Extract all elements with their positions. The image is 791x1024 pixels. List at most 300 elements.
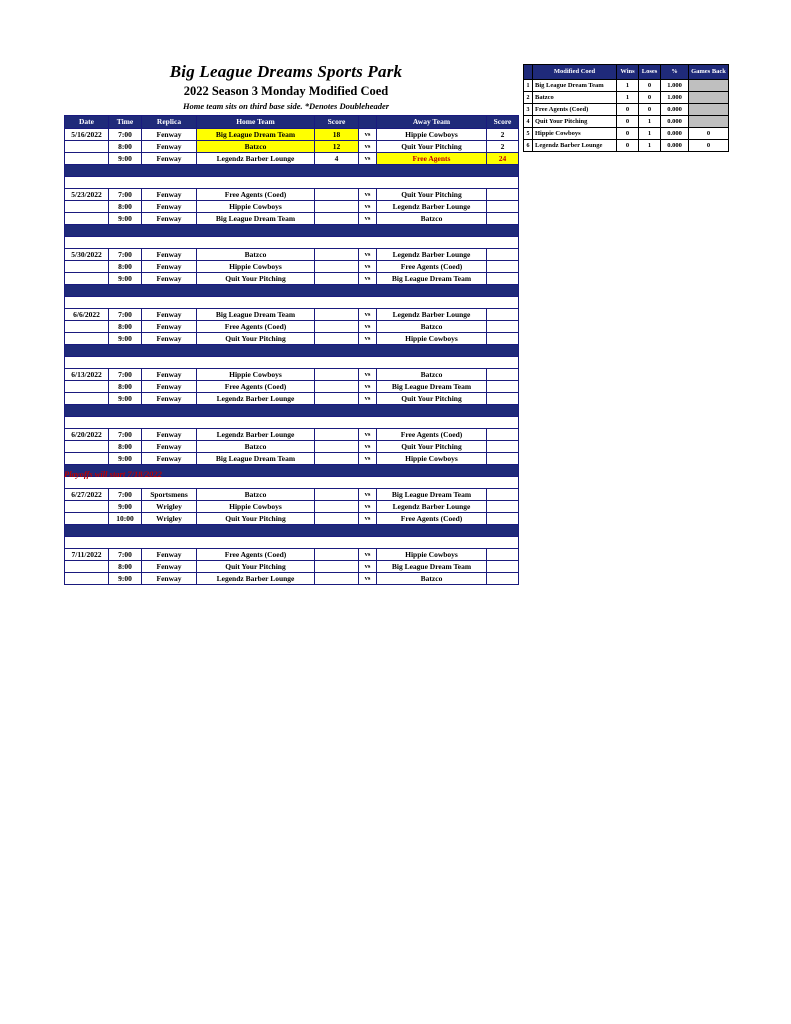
standings-cell-games-back (689, 92, 729, 104)
cell-away-score: 24 (487, 153, 519, 165)
week-separator-cell (65, 165, 519, 177)
cell-time: 7:00 (109, 429, 142, 441)
cell-away-score (487, 369, 519, 381)
cell-away-score (487, 273, 519, 285)
cell-away-team: Free Agents (Coed) (377, 429, 487, 441)
cell-replica: Fenway (142, 429, 197, 441)
cell-replica: Fenway (142, 153, 197, 165)
standings-cell-rank: 2 (524, 92, 533, 104)
cell-date: 6/13/2022 (65, 369, 109, 381)
table-row (65, 153, 519, 165)
column-header-date: Date (65, 116, 109, 129)
cell-replica: Fenway (142, 201, 197, 213)
standings-cell-wins: 0 (617, 104, 639, 116)
column-header-away-team: Away Team (377, 116, 487, 129)
cell-home-team: Legendz Barber Lounge (197, 573, 315, 585)
table-row (65, 141, 519, 153)
cell-vs: vs (359, 333, 377, 345)
standings-row (524, 128, 729, 140)
cell-time: 9:00 (109, 453, 142, 465)
page-title: Big League Dreams Sports Park (169, 62, 403, 81)
cell-time: 8:00 (109, 201, 142, 213)
standings-cell-loses: 0 (639, 92, 661, 104)
column-header-home-team: Home Team (197, 116, 315, 129)
cell-vs: vs (359, 561, 377, 573)
cell-away-score (487, 501, 519, 513)
cell-date: 5/30/2022 (65, 249, 109, 261)
cell-replica: Fenway (142, 393, 197, 405)
cell-date: 5/23/2022 (65, 189, 109, 201)
cell-away-team: Legendz Barber Lounge (377, 309, 487, 321)
cell-away-score (487, 429, 519, 441)
cell-home-team: Big League Dream Team (197, 309, 315, 321)
week-gap-cell (65, 417, 519, 429)
table-row (65, 573, 519, 585)
standings-cell-games-back (689, 104, 729, 116)
cell-away-team: Quit Your Pitching (377, 189, 487, 201)
cell-replica: Wrigley (142, 501, 197, 513)
cell-home-score (315, 201, 359, 213)
week-gap-cell (65, 177, 519, 189)
standings-header-pct: % (661, 65, 689, 80)
cell-vs: vs (359, 141, 377, 153)
cell-away-score (487, 333, 519, 345)
cell-home-team: Legendz Barber Lounge (197, 429, 315, 441)
cell-date (65, 153, 109, 165)
table-row (65, 549, 519, 561)
standings-header-division: Modified Coed (533, 65, 617, 80)
cell-date (65, 393, 109, 405)
cell-away-team: Hippie Cowboys (377, 549, 487, 561)
cell-home-score (315, 429, 359, 441)
standings-cell-wins: 1 (617, 92, 639, 104)
week-separator (65, 345, 519, 357)
cell-away-score (487, 261, 519, 273)
cell-home-team: Hippie Cowboys (197, 369, 315, 381)
cell-replica: Fenway (142, 129, 197, 141)
cell-home-team: Quit Your Pitching (197, 561, 315, 573)
cell-away-score (487, 381, 519, 393)
cell-date (65, 321, 109, 333)
week-separator (65, 285, 519, 297)
standings-row (524, 140, 729, 152)
table-row (65, 309, 519, 321)
cell-home-team: Quit Your Pitching (197, 273, 315, 285)
cell-home-team: Free Agents (Coed) (197, 381, 315, 393)
cell-vs: vs (359, 573, 377, 585)
cell-away-team: Hippie Cowboys (377, 333, 487, 345)
column-header-time: Time (109, 116, 142, 129)
schedule-header-row (65, 116, 519, 129)
cell-date: 6/6/2022 (65, 309, 109, 321)
schedule-table (64, 115, 519, 585)
standings-cell-games-back (689, 116, 729, 128)
cell-time: 8:00 (109, 261, 142, 273)
cell-home-score: 12 (315, 141, 359, 153)
standings-cell-team: Free Agents (Coed) (533, 104, 617, 116)
column-header-vs (359, 116, 377, 129)
cell-vs: vs (359, 381, 377, 393)
cell-time: 10:00 (109, 513, 142, 525)
standings-cell-pct: 0.000 (661, 104, 689, 116)
week-separator-cell (65, 525, 519, 537)
standings-cell-wins: 0 (617, 116, 639, 128)
week-gap (65, 297, 519, 309)
cell-home-team: Hippie Cowboys (197, 501, 315, 513)
cell-home-team: Big League Dream Team (197, 213, 315, 225)
cell-away-score (487, 309, 519, 321)
cell-home-score (315, 321, 359, 333)
cell-home-score (315, 393, 359, 405)
cell-time: 9:00 (109, 333, 142, 345)
standings-header-loses: Loses (639, 65, 661, 80)
cell-home-team: Legendz Barber Lounge (197, 393, 315, 405)
standings-cell-team: Quit Your Pitching (533, 116, 617, 128)
standings-header-wins: Wins (617, 65, 639, 80)
standings-cell-rank: 3 (524, 104, 533, 116)
cell-home-team: Big League Dream Team (197, 129, 315, 141)
standings-table (523, 64, 729, 152)
cell-date (65, 141, 109, 153)
cell-home-team: Legendz Barber Lounge (197, 153, 315, 165)
cell-time: 9:00 (109, 273, 142, 285)
cell-date (65, 441, 109, 453)
cell-home-score (315, 261, 359, 273)
standings-cell-pct: 0.000 (661, 128, 689, 140)
week-gap-cell (65, 237, 519, 249)
cell-replica: Fenway (142, 189, 197, 201)
standings-row (524, 80, 729, 92)
week-separator (65, 525, 519, 537)
cell-replica: Sportsmens (142, 489, 197, 501)
standings-cell-team: Legendz Barber Lounge (533, 140, 617, 152)
table-row (65, 333, 519, 345)
cell-home-team: Free Agents (Coed) (197, 189, 315, 201)
cell-home-score (315, 513, 359, 525)
standings-row (524, 92, 729, 104)
standings-cell-games-back (689, 80, 729, 92)
standings-cell-loses: 1 (639, 128, 661, 140)
cell-away-score (487, 549, 519, 561)
cell-time: 9:00 (109, 501, 142, 513)
cell-time: 8:00 (109, 141, 142, 153)
cell-home-score (315, 573, 359, 585)
cell-vs: vs (359, 489, 377, 501)
table-row (65, 453, 519, 465)
cell-replica: Wrigley (142, 513, 197, 525)
cell-away-team: Big League Dream Team (377, 561, 487, 573)
cell-home-team: Quit Your Pitching (197, 333, 315, 345)
cell-time: 9:00 (109, 573, 142, 585)
table-row (65, 429, 519, 441)
cell-vs: vs (359, 309, 377, 321)
cell-replica: Fenway (142, 141, 197, 153)
table-row (65, 369, 519, 381)
cell-away-score (487, 453, 519, 465)
standings-cell-loses: 0 (639, 104, 661, 116)
column-header-away-score: Score (487, 116, 519, 129)
week-gap-cell (65, 297, 519, 309)
table-row (65, 501, 519, 513)
cell-home-score (315, 501, 359, 513)
cell-replica: Fenway (142, 273, 197, 285)
table-row (65, 321, 519, 333)
standings-header-row (524, 65, 729, 80)
week-gap (65, 177, 519, 189)
cell-vs: vs (359, 153, 377, 165)
cell-home-score (315, 249, 359, 261)
cell-vs: vs (359, 273, 377, 285)
cell-date (65, 573, 109, 585)
cell-replica: Fenway (142, 573, 197, 585)
table-row (65, 261, 519, 273)
cell-date (65, 201, 109, 213)
cell-time: 7:00 (109, 369, 142, 381)
cell-home-team: Big League Dream Team (197, 453, 315, 465)
cell-replica: Fenway (142, 309, 197, 321)
standings-cell-pct: 0.000 (661, 116, 689, 128)
cell-home-score (315, 381, 359, 393)
cell-date (65, 381, 109, 393)
cell-away-score (487, 201, 519, 213)
cell-replica: Fenway (142, 213, 197, 225)
cell-home-score (315, 549, 359, 561)
cell-replica: Fenway (142, 261, 197, 273)
standings-cell-wins: 1 (617, 80, 639, 92)
cell-away-team: Batzco (377, 369, 487, 381)
cell-home-team: Hippie Cowboys (197, 201, 315, 213)
week-separator (65, 225, 519, 237)
cell-time: 9:00 (109, 213, 142, 225)
cell-time: 7:00 (109, 129, 142, 141)
cell-home-team: Free Agents (Coed) (197, 321, 315, 333)
cell-home-score (315, 333, 359, 345)
week-separator (65, 165, 519, 177)
cell-away-team: Quit Your Pitching (377, 393, 487, 405)
cell-home-team: Free Agents (Coed) (197, 549, 315, 561)
cell-time: 8:00 (109, 381, 142, 393)
standings-cell-pct: 0.000 (661, 140, 689, 152)
cell-home-team: Batzco (197, 489, 315, 501)
cell-date (65, 513, 109, 525)
table-row (65, 561, 519, 573)
cell-time: 7:00 (109, 309, 142, 321)
week-gap (65, 537, 519, 549)
cell-vs: vs (359, 201, 377, 213)
page-note: Home team sits on third base side. *Denotes Doubleheader (182, 101, 390, 111)
cell-away-score (487, 249, 519, 261)
cell-home-score (315, 369, 359, 381)
cell-vs: vs (359, 249, 377, 261)
cell-home-team: Hippie Cowboys (197, 261, 315, 273)
cell-away-score (487, 321, 519, 333)
cell-away-score (487, 573, 519, 585)
cell-away-team: Big League Dream Team (377, 489, 487, 501)
standings-cell-wins: 0 (617, 128, 639, 140)
cell-date (65, 501, 109, 513)
cell-home-score: 4 (315, 153, 359, 165)
cell-vs: vs (359, 189, 377, 201)
cell-away-team: Free Agents (Coed) (377, 261, 487, 273)
cell-date (65, 333, 109, 345)
cell-away-score (487, 213, 519, 225)
cell-replica: Fenway (142, 381, 197, 393)
cell-replica: Fenway (142, 453, 197, 465)
cell-vs: vs (359, 393, 377, 405)
cell-replica: Fenway (142, 549, 197, 561)
standings-row (524, 116, 729, 128)
table-row (65, 393, 519, 405)
week-separator-cell (65, 285, 519, 297)
standings-header-games-back: Games Back (689, 65, 729, 80)
standings-cell-team: Big League Dream Team (533, 80, 617, 92)
cell-replica: Fenway (142, 321, 197, 333)
cell-home-score: 18 (315, 129, 359, 141)
cell-date: 6/20/2022 (65, 429, 109, 441)
standings-cell-rank: 1 (524, 80, 533, 92)
cell-away-score (487, 561, 519, 573)
cell-date (65, 453, 109, 465)
standings-cell-team: Hippie Cowboys (533, 128, 617, 140)
cell-replica: Fenway (142, 441, 197, 453)
table-row (65, 249, 519, 261)
cell-away-score (487, 489, 519, 501)
week-gap (65, 417, 519, 429)
cell-home-score (315, 489, 359, 501)
cell-date (65, 561, 109, 573)
cell-vs: vs (359, 513, 377, 525)
column-header-replica: Replica (142, 116, 197, 129)
cell-time: 7:00 (109, 249, 142, 261)
cell-vs: vs (359, 549, 377, 561)
column-header-home-score: Score (315, 116, 359, 129)
page-subtitle: 2022 Season 3 Monday Modified Coed (183, 84, 389, 98)
standings-cell-rank: 6 (524, 140, 533, 152)
cell-replica: Fenway (142, 249, 197, 261)
cell-date (65, 261, 109, 273)
cell-vs: vs (359, 129, 377, 141)
standings-cell-games-back: 0 (689, 128, 729, 140)
cell-away-team: Big League Dream Team (377, 381, 487, 393)
week-gap (65, 357, 519, 369)
cell-away-score: 2 (487, 129, 519, 141)
table-row (65, 441, 519, 453)
cell-away-score (487, 393, 519, 405)
cell-home-score (315, 441, 359, 453)
playoffs-note: Playoffs will start 7/18/2022 (64, 469, 162, 479)
week-separator-cell (65, 225, 519, 237)
standings-cell-loses: 1 (639, 140, 661, 152)
cell-date (65, 273, 109, 285)
cell-away-team: Legendz Barber Lounge (377, 249, 487, 261)
cell-time: 8:00 (109, 321, 142, 333)
cell-date: 5/16/2022 (65, 129, 109, 141)
cell-time: 7:00 (109, 549, 142, 561)
table-row (65, 513, 519, 525)
cell-away-score: 2 (487, 141, 519, 153)
cell-away-team: Batzco (377, 321, 487, 333)
cell-away-score (487, 513, 519, 525)
cell-away-team: Legendz Barber Lounge (377, 501, 487, 513)
cell-away-team: Batzco (377, 573, 487, 585)
cell-away-team: Hippie Cowboys (377, 129, 487, 141)
cell-vs: vs (359, 369, 377, 381)
standings-row (524, 104, 729, 116)
standings-cell-games-back: 0 (689, 140, 729, 152)
standings-cell-rank: 5 (524, 128, 533, 140)
table-row (65, 189, 519, 201)
week-separator-cell (65, 405, 519, 417)
cell-home-score (315, 213, 359, 225)
cell-replica: Fenway (142, 369, 197, 381)
cell-home-score (315, 561, 359, 573)
cell-time: 8:00 (109, 561, 142, 573)
cell-home-score (315, 189, 359, 201)
cell-home-score (315, 309, 359, 321)
standings-cell-loses: 0 (639, 80, 661, 92)
cell-date: 6/27/2022 (65, 489, 109, 501)
cell-away-team: Batzco (377, 213, 487, 225)
table-row (65, 381, 519, 393)
table-row (65, 489, 519, 501)
standings-cell-team: Batzco (533, 92, 617, 104)
cell-home-team: Batzco (197, 441, 315, 453)
cell-away-team: Big League Dream Team (377, 273, 487, 285)
standings-cell-wins: 0 (617, 140, 639, 152)
cell-home-score (315, 273, 359, 285)
cell-date: 7/11/2022 (65, 549, 109, 561)
cell-home-score (315, 453, 359, 465)
cell-away-team: Quit Your Pitching (377, 441, 487, 453)
week-separator-cell (65, 345, 519, 357)
cell-time: 7:00 (109, 489, 142, 501)
cell-replica: Fenway (142, 333, 197, 345)
standings-cell-loses: 1 (639, 116, 661, 128)
cell-home-team: Batzco (197, 141, 315, 153)
standings-cell-rank: 4 (524, 116, 533, 128)
table-row (65, 213, 519, 225)
cell-away-team: Hippie Cowboys (377, 453, 487, 465)
week-separator (65, 405, 519, 417)
week-gap-cell (65, 537, 519, 549)
cell-away-team: Legendz Barber Lounge (377, 201, 487, 213)
table-row (65, 201, 519, 213)
title-block (64, 62, 508, 112)
cell-replica: Fenway (142, 561, 197, 573)
table-row (65, 273, 519, 285)
cell-away-team: Quit Your Pitching (377, 141, 487, 153)
cell-vs: vs (359, 501, 377, 513)
cell-date (65, 213, 109, 225)
cell-time: 9:00 (109, 393, 142, 405)
cell-away-score (487, 189, 519, 201)
cell-away-score (487, 441, 519, 453)
cell-home-team: Quit Your Pitching (197, 513, 315, 525)
cell-vs: vs (359, 321, 377, 333)
cell-time: 9:00 (109, 153, 142, 165)
cell-away-team: Free Agents (377, 153, 487, 165)
standings-cell-pct: 1.000 (661, 92, 689, 104)
cell-vs: vs (359, 453, 377, 465)
cell-time: 8:00 (109, 441, 142, 453)
cell-vs: vs (359, 213, 377, 225)
table-row (65, 129, 519, 141)
cell-time: 7:00 (109, 189, 142, 201)
cell-vs: vs (359, 261, 377, 273)
standings-header-rank (524, 65, 533, 80)
week-gap-cell (65, 357, 519, 369)
cell-vs: vs (359, 441, 377, 453)
